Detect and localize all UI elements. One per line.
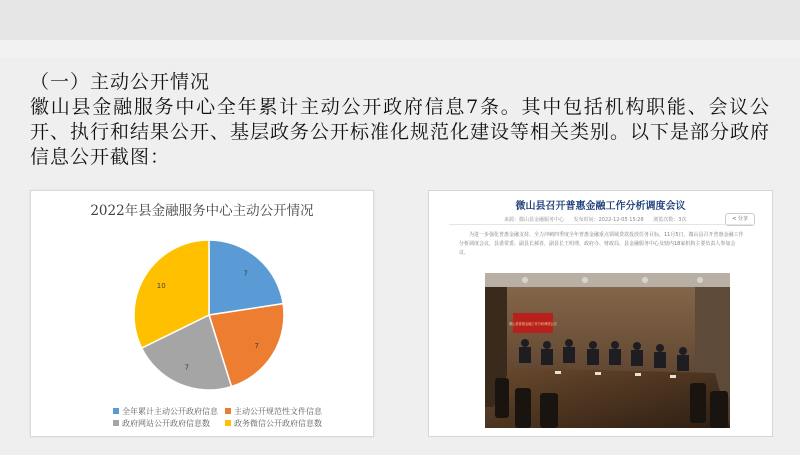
pie-chart-card	[30, 190, 374, 437]
legend-swatch	[225, 408, 231, 414]
news-title: 微山县召开普惠金融工作分析调度会议	[515, 201, 686, 212]
legend-label: 政务微信公开政府信息数	[234, 419, 322, 428]
text-block	[30, 70, 770, 170]
pie-data-label-2: 7	[254, 341, 259, 350]
legend-label: 政府网站公开政府信息数	[122, 419, 210, 428]
section-paragraph: 徽山县金融服务中心全年累计主动公开政府信息7条。其中包括机构职能、会议公开、执行和结果公开、基层政务公开标准化规范化建设等相关类别。以下是部分政府信息公开截图：	[30, 96, 771, 168]
pie-chart	[31, 191, 373, 436]
share-icon: <	[732, 216, 737, 222]
legend-item-1	[113, 406, 225, 418]
news-date: 发布时间：2022-12-05 15:28	[573, 217, 644, 223]
meeting-banner: 微山县普惠金融工作分析调度会议	[509, 322, 557, 326]
news-screenshot-card	[428, 190, 773, 437]
chart-title: 2022年县金融服务中心主动公开情况	[90, 203, 314, 219]
news-source: 来源：微山县金融服务中心	[504, 217, 565, 223]
news-divider	[449, 224, 752, 225]
news-meta	[504, 216, 704, 223]
meeting-photo	[485, 273, 730, 428]
pie-data-label-4: 10	[156, 282, 166, 291]
legend-swatch	[113, 420, 119, 426]
section-heading: （一）主动公开情况	[30, 71, 211, 93]
legend-swatch	[225, 420, 231, 426]
pie-slice-1	[209, 240, 283, 315]
news-views: 浏览次数：3次	[653, 217, 687, 223]
top-band	[0, 0, 800, 40]
legend-label: 全年累计主动公开政府信息	[122, 407, 218, 416]
share-label: 分享	[737, 216, 748, 222]
legend-item-2	[225, 406, 337, 418]
chart-legend	[113, 406, 363, 430]
legend-label: 主动公开规范性文件信息	[234, 407, 322, 416]
sub-band	[0, 40, 800, 58]
pie-data-label-1: 7	[243, 269, 248, 278]
pie-data-label-3: 7	[184, 363, 190, 372]
legend-item-3	[113, 418, 225, 430]
meeting-photo-illustration	[485, 273, 730, 428]
legend-swatch	[113, 408, 119, 414]
legend-item-4	[225, 418, 337, 430]
news-body: 为进一步强化普惠金融支持，全力冲刺四季度全年普惠金融重点领域贷款投放任务目标，11月5日，微山县召开普惠金融工作分析调度会议，县委常委、副县长郝喜，副县长王明理、政府办、财政局、县金融服务中心及辖内18家机构主要负责人参加会议。	[459, 232, 744, 256]
